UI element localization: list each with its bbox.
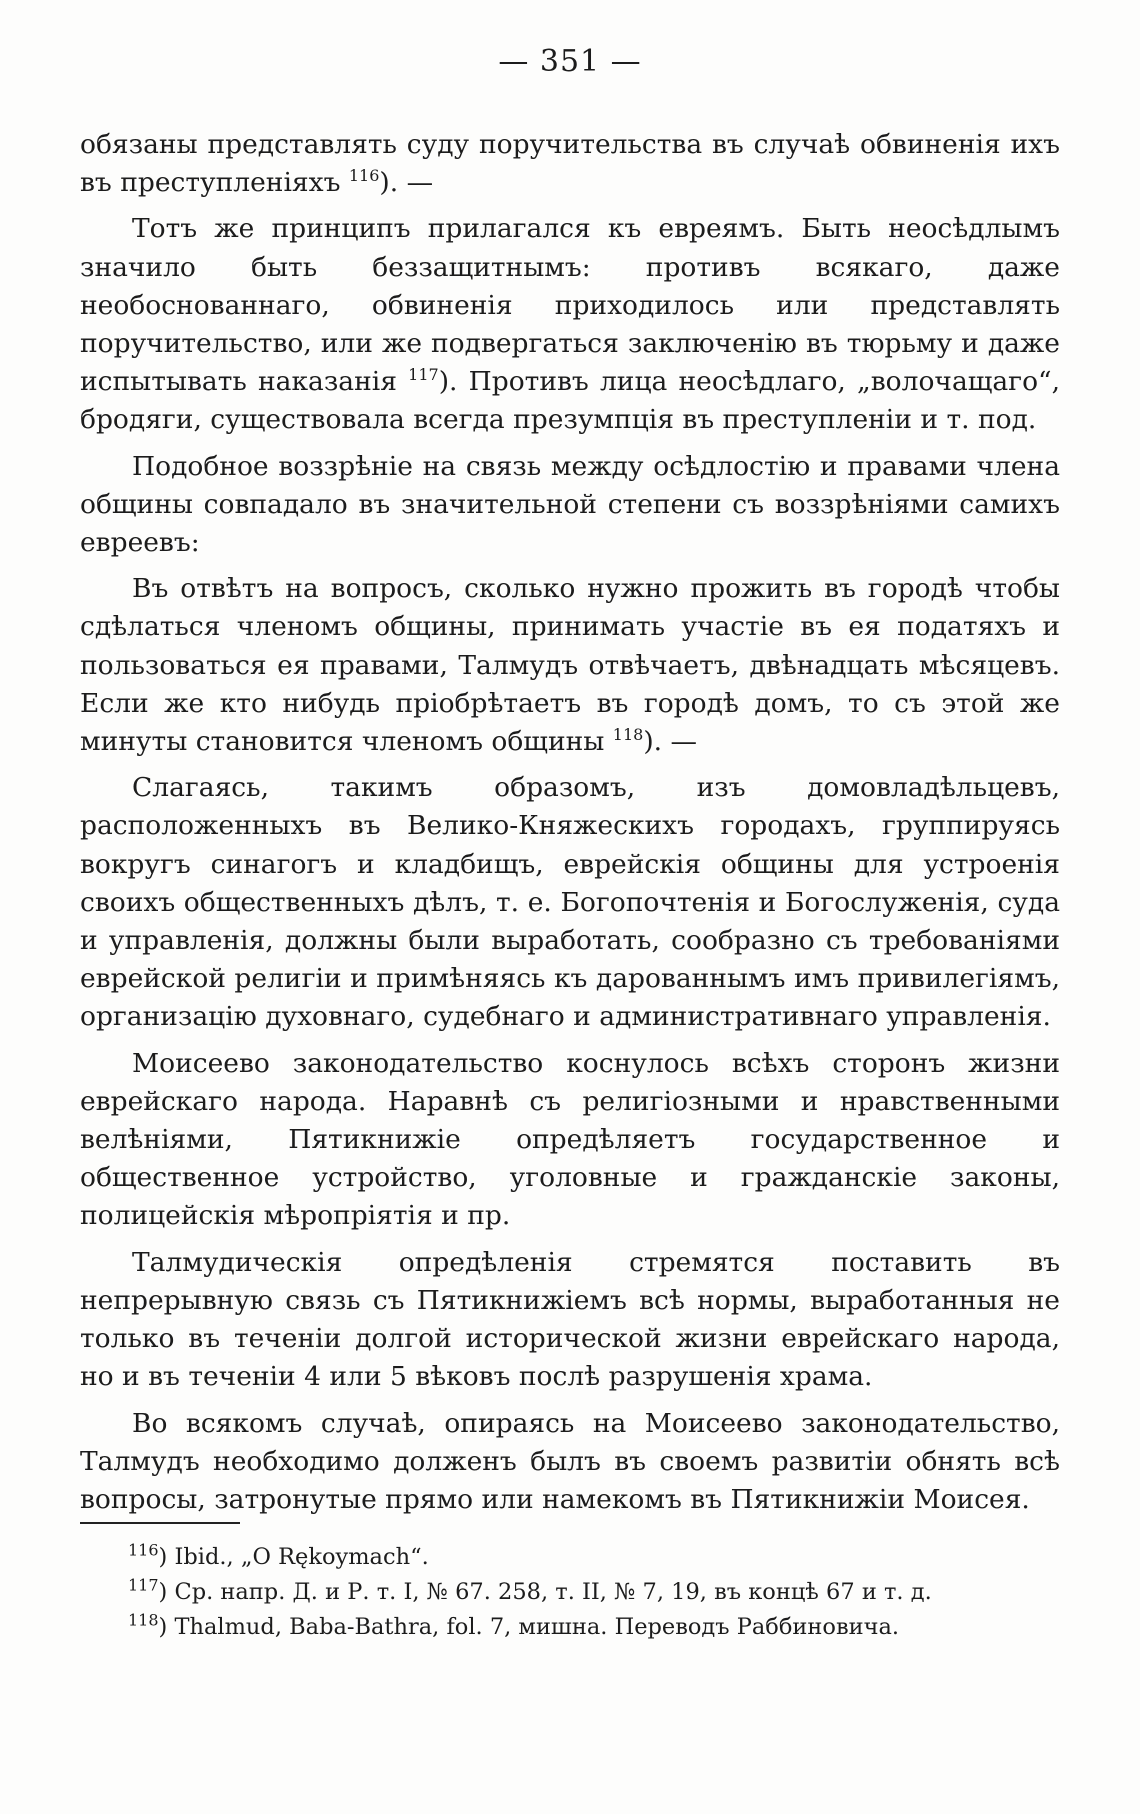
footnote-text: ) Thalmud, Baba-Bathra, fol. 7, мишна. Переводъ Раббиновича. — [158, 1614, 900, 1640]
paragraph-text: Въ отвѣтъ на вопросъ, сколько нужно прожить въ городѣ чтобы сдѣлаться членомъ общины, принимать участіе въ ея податяхъ и пользоваться ея правами, Талмудъ отвѣчаетъ, двѣнадцать мѣсяцевъ. Если же кто нибудь пріобрѣтаетъ въ городѣ домъ, то съ этой же минуты становится членомъ общины — [80, 573, 1060, 758]
footnotes — [80, 1540, 1060, 1645]
paragraph-3 — [80, 448, 1060, 563]
paragraph-text-tail: ). Противъ лица неосѣдлаго, „волочащаго“, бродяги, существовала всегда презумпція въ преступленіи и т. под. — [80, 366, 1060, 436]
paragraph-text: обязаны представлять суду поручительства въ случаѣ обвиненія ихъ въ преступленіяхъ — [80, 129, 1060, 199]
paragraph-text: Слагаясь, такимъ образомъ, изъ домовладѣльцевъ, расположенныхъ въ Велико-Княжескихъ городахъ, группируясь вокругъ синагогъ и кладбищъ, еврейскія общины для устроенія своихъ общественныхъ дѣлъ, т. е. Богопочтенія и Богослуженія, суда и управленія, должны были выработать, сообразно съ требованіями еврейской религіи и примѣняясь къ дарованнымъ имъ привилегіямъ, организацію духовнаго, судебнаго и административнаго управленія. — [80, 772, 1060, 1033]
footnote-number: 116 — [128, 1540, 159, 1560]
paragraph-text: Подобное воззрѣніе на связь между осѣдлостію и правами члена общины совпадало въ значительной степени съ воззрѣніями самихъ евреевъ: — [80, 450, 1060, 559]
footnote-number: 118 — [128, 1610, 159, 1630]
footnote-ref[interactable]: 117 — [408, 365, 439, 385]
footnote-116 — [80, 1540, 1060, 1575]
page-number: — 351 — — [498, 44, 642, 79]
paragraph-text: Талмудическія опредѣленія стремятся поставить въ непрерывную связь съ Пятикнижіемъ всѣ нормы, выработанныя не только въ теченіи долгой исторической жизни еврейскаго народа, но и въ теченіи 4 или 5 вѣковъ послѣ разрушенія храма. — [80, 1246, 1060, 1393]
footnote-ref[interactable]: 116 — [348, 166, 380, 186]
footnote-text: ) Ср. напр. Д. и Р. т. I, № 67. 258, т. II, № 7, 19, въ концѣ 67 и т. д. — [158, 1579, 932, 1605]
paragraph-2 — [80, 210, 1060, 439]
paragraph-text: Тотъ же принципъ прилагался къ евреямъ. Быть неосѣдлымъ значило быть беззащитнымъ: противъ всякаго, даже необоснованнаго, обвиненія приходилось или представлять поручительство, или же подвергаться заключенію въ тюрьму и даже испытывать наказанія — [80, 213, 1060, 398]
paragraph-text-tail: ). — — [379, 167, 434, 199]
footnote-text: ) Ibid., „O Rękoymach“. — [158, 1544, 429, 1570]
footnote-divider — [80, 1522, 240, 1524]
footnote-118 — [80, 1610, 1060, 1645]
paragraph-1 — [80, 126, 1060, 202]
paragraph-5 — [80, 769, 1060, 1036]
paragraph-8 — [80, 1405, 1060, 1520]
footnote-117 — [80, 1575, 1060, 1610]
footnote-ref[interactable]: 118 — [612, 725, 644, 745]
paragraph-text: Во всякомъ случаѣ, опираясь на Моисеево законодательство, Талмудъ необходимо долженъ былъ въ своемъ развитіи обнять всѣ вопросы, затронутые прямо или намекомъ въ Пятикнижіи Моисея. — [80, 1407, 1060, 1515]
body-text — [80, 126, 1060, 1527]
footnote-number: 117 — [128, 1575, 159, 1595]
paragraph-text: Моисеево законодательство коснулось всѣхъ сторонъ жизни еврейскаго народа. Наравнѣ съ религіозными и нравственными велѣніями, Пятикнижіе опредѣляетъ государственное и общественное устройство, уголовные и гражданскіе законы, полицейскія мѣропріятія и пр. — [80, 1047, 1060, 1232]
paragraph-4 — [80, 570, 1060, 761]
paragraph-text-tail: ). — — [643, 726, 698, 758]
paragraph-6 — [80, 1045, 1060, 1236]
paragraph-7 — [80, 1244, 1060, 1397]
